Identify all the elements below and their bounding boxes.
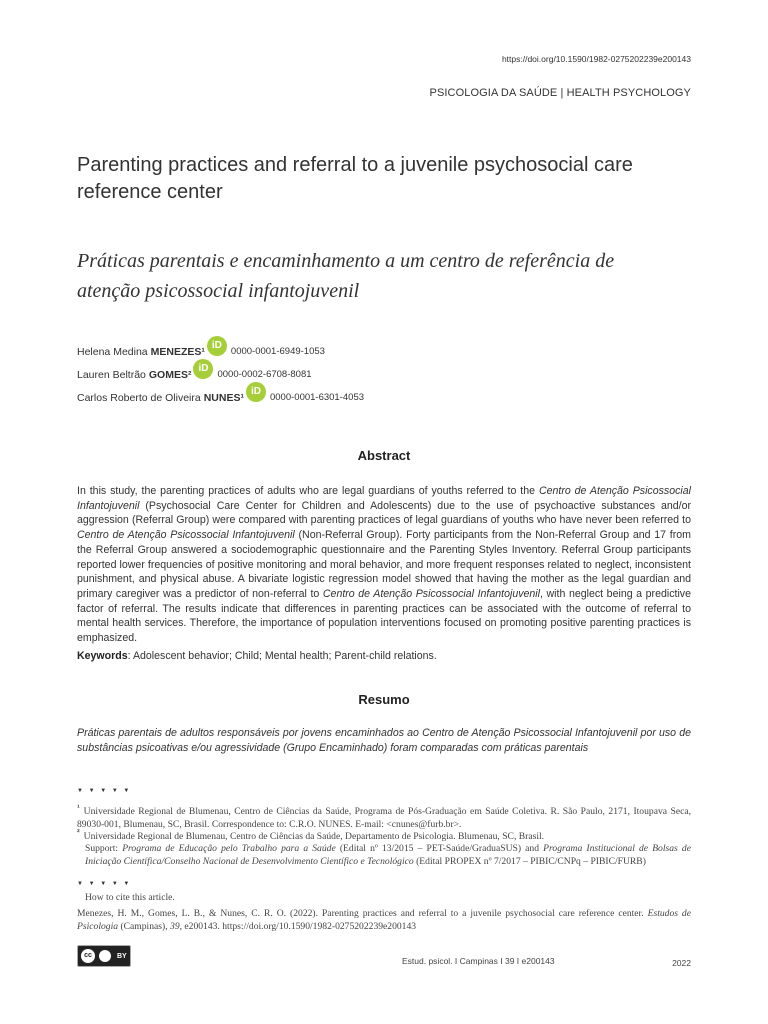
abstract-text: (Psychosocial Care Center for Children and Adolescents) due to the use of psychoactive substances and/or aggression (Referral Group) were compared with parenting practices of legal guardians of youths who have never been referred to	[77, 499, 691, 527]
author-list	[77, 340, 364, 409]
cc-by-license-icon[interactable]	[77, 945, 131, 967]
orcid-id[interactable]: 0000-0002-6708-8081	[217, 369, 312, 380]
abstract-italic: Centro de Atenção Psicossocial Infantojuvenil	[322, 587, 540, 600]
orcid-id[interactable]: 0000-0001-6301-4053	[269, 392, 365, 403]
cite-heading: How to cite this article.	[85, 892, 175, 903]
support-program: Programa Institucional de Bolsas de Iniciação Científica/Conselho Nacional de Desenvolvimento Científico e Tecnológico	[85, 843, 691, 867]
separator-dots: ▼ ▼ ▼ ▼ ▼	[77, 788, 132, 794]
footnote-marker: ²	[77, 828, 80, 837]
citation-text: (Campinas),	[118, 920, 171, 932]
by-label: BY	[117, 952, 127, 960]
support-note	[85, 843, 691, 868]
author-surname: NUNES¹	[203, 391, 244, 404]
citation-text: , e200143. https://doi.org/10.1590/1982-0275202239e200143	[179, 920, 417, 932]
article-title-portuguese: Práticas parentais e encaminhamento a um centro de referência de atenção psicossocial infantojuvenil	[77, 250, 615, 302]
resumo-body: Práticas parentais de adultos responsáveis por jovens encaminhados ao Centro de Atenção Psicossocial Infantojuvenil por uso de substâncias psicoativas e/ou agressividade (Grupo Encaminhado) foram comparadas com práticas parentais	[77, 727, 691, 754]
support-program: Programa de Educação pelo Trabalho para a Saúde	[122, 843, 336, 854]
author-entry	[77, 386, 364, 409]
abstract-text: In this study, the parenting practices of adults who are legal guardians of youths referred to the	[77, 485, 539, 497]
keywords	[77, 650, 691, 662]
keywords-label: Keywords	[77, 650, 128, 662]
footnote-affiliation-2	[77, 827, 691, 844]
author-given-name: Carlos Roberto de Oliveira	[77, 391, 201, 404]
orcid-icon[interactable]: iD	[207, 336, 227, 356]
footer-journal-info: Estud. psicol. I Campinas I 39 I e200143	[402, 956, 555, 966]
abstract-text: , with neglect being a predictive factor of referral. The results indicate that differences in parenting practices can be associated with the outcome of referral to mental health services. Therefore, the importance of population interventions focused on promoting positive parenting practices is emphasized.	[77, 587, 691, 645]
abstract-heading: Abstract	[357, 448, 411, 463]
author-given-name: Lauren Beltrão	[77, 368, 146, 381]
cc-icon: cc	[81, 949, 95, 963]
article-title-english: Parenting practices and referral to a juvenile psychosocial care reference center	[77, 154, 633, 203]
orcid-icon[interactable]: iD	[193, 359, 213, 379]
abstract-body	[77, 484, 691, 646]
attribution-icon	[99, 950, 111, 962]
citation	[77, 908, 691, 933]
abstract-italic: Centro de Atenção Psicossocial Infantojuvenil	[77, 485, 691, 512]
author-entry	[77, 363, 364, 386]
journal-section: PSICOLOGIA DA SAÚDE | HEALTH PSYCHOLOGY	[429, 87, 691, 99]
footnote-marker: ¹	[77, 803, 80, 812]
author-entry	[77, 340, 364, 363]
author-surname: MENEZES¹	[150, 345, 205, 358]
keywords-list: : Adolescent behavior; Child; Mental health; Parent-child relations.	[127, 650, 437, 662]
resumo-heading: Resumo	[358, 692, 410, 707]
orcid-icon[interactable]: iD	[246, 382, 266, 402]
footer-year: 2022	[672, 958, 691, 968]
abstract-italic: Centro de Atenção Psicossocial Infantojuvenil	[77, 529, 295, 542]
author-given-name: Helena Medina	[77, 345, 148, 358]
abstract-text: (Non-Referral Group). Forty participants from the Non-Referral Group and 17 from the Referral Group answered a sociodemographic questionnaire and the Parenting Styles Inventory. Referral Group participants reported lower frequencies of positive monitoring and moral behavior, and more frequent responses related to neglect, inconsistent punishment, and physical abuse. A bivariate logistic regression model showed that having the mother as the legal guardian and primary caregiver was a predictor of non-referral to	[77, 529, 691, 600]
doi-link[interactable]: https://doi.org/10.1590/1982-0275202239e200143	[501, 54, 691, 64]
support-text: (Edital PROPEX nº 7/2017 – PIBIC/CNPq – PIBIC/FURB)	[413, 855, 646, 867]
citation-journal: Estudos de Psicologia	[77, 908, 691, 932]
citation-volume: 39	[170, 920, 180, 932]
support-label: Support:	[85, 843, 123, 854]
citation-text: Menezes, H. M., Gomes, L. B., & Nunes, C. R. O. (2022). Parenting practices and referral to a juvenile psychosocial care reference center.	[77, 908, 648, 919]
author-surname: GOMES²	[148, 368, 192, 381]
separator-dots: ▼ ▼ ▼ ▼ ▼	[77, 881, 132, 887]
support-text: (Edital nº 13/2015 – PET-Saúde/GraduaSUS) and	[335, 843, 544, 854]
footnote-text: Universidade Regional de Blumenau, Centro de Ciências da Saúde, Departamento de Psicologia. Blumenau, SC, Brasil.	[83, 831, 545, 843]
footnote-text: Universidade Regional de Blumenau, Centro de Ciências da Saúde, Programa de Pós-Graduação em Saúde Coletiva. R. São Paulo, 2171, Itoupava Seca, 89030-001, Blumenau, SC, Brasil. Correspondence to: C.R.O. NUNES. E-mail: <cnunes@furb.br>.	[77, 806, 691, 830]
orcid-id[interactable]: 0000-0001-6949-1053	[230, 346, 325, 357]
